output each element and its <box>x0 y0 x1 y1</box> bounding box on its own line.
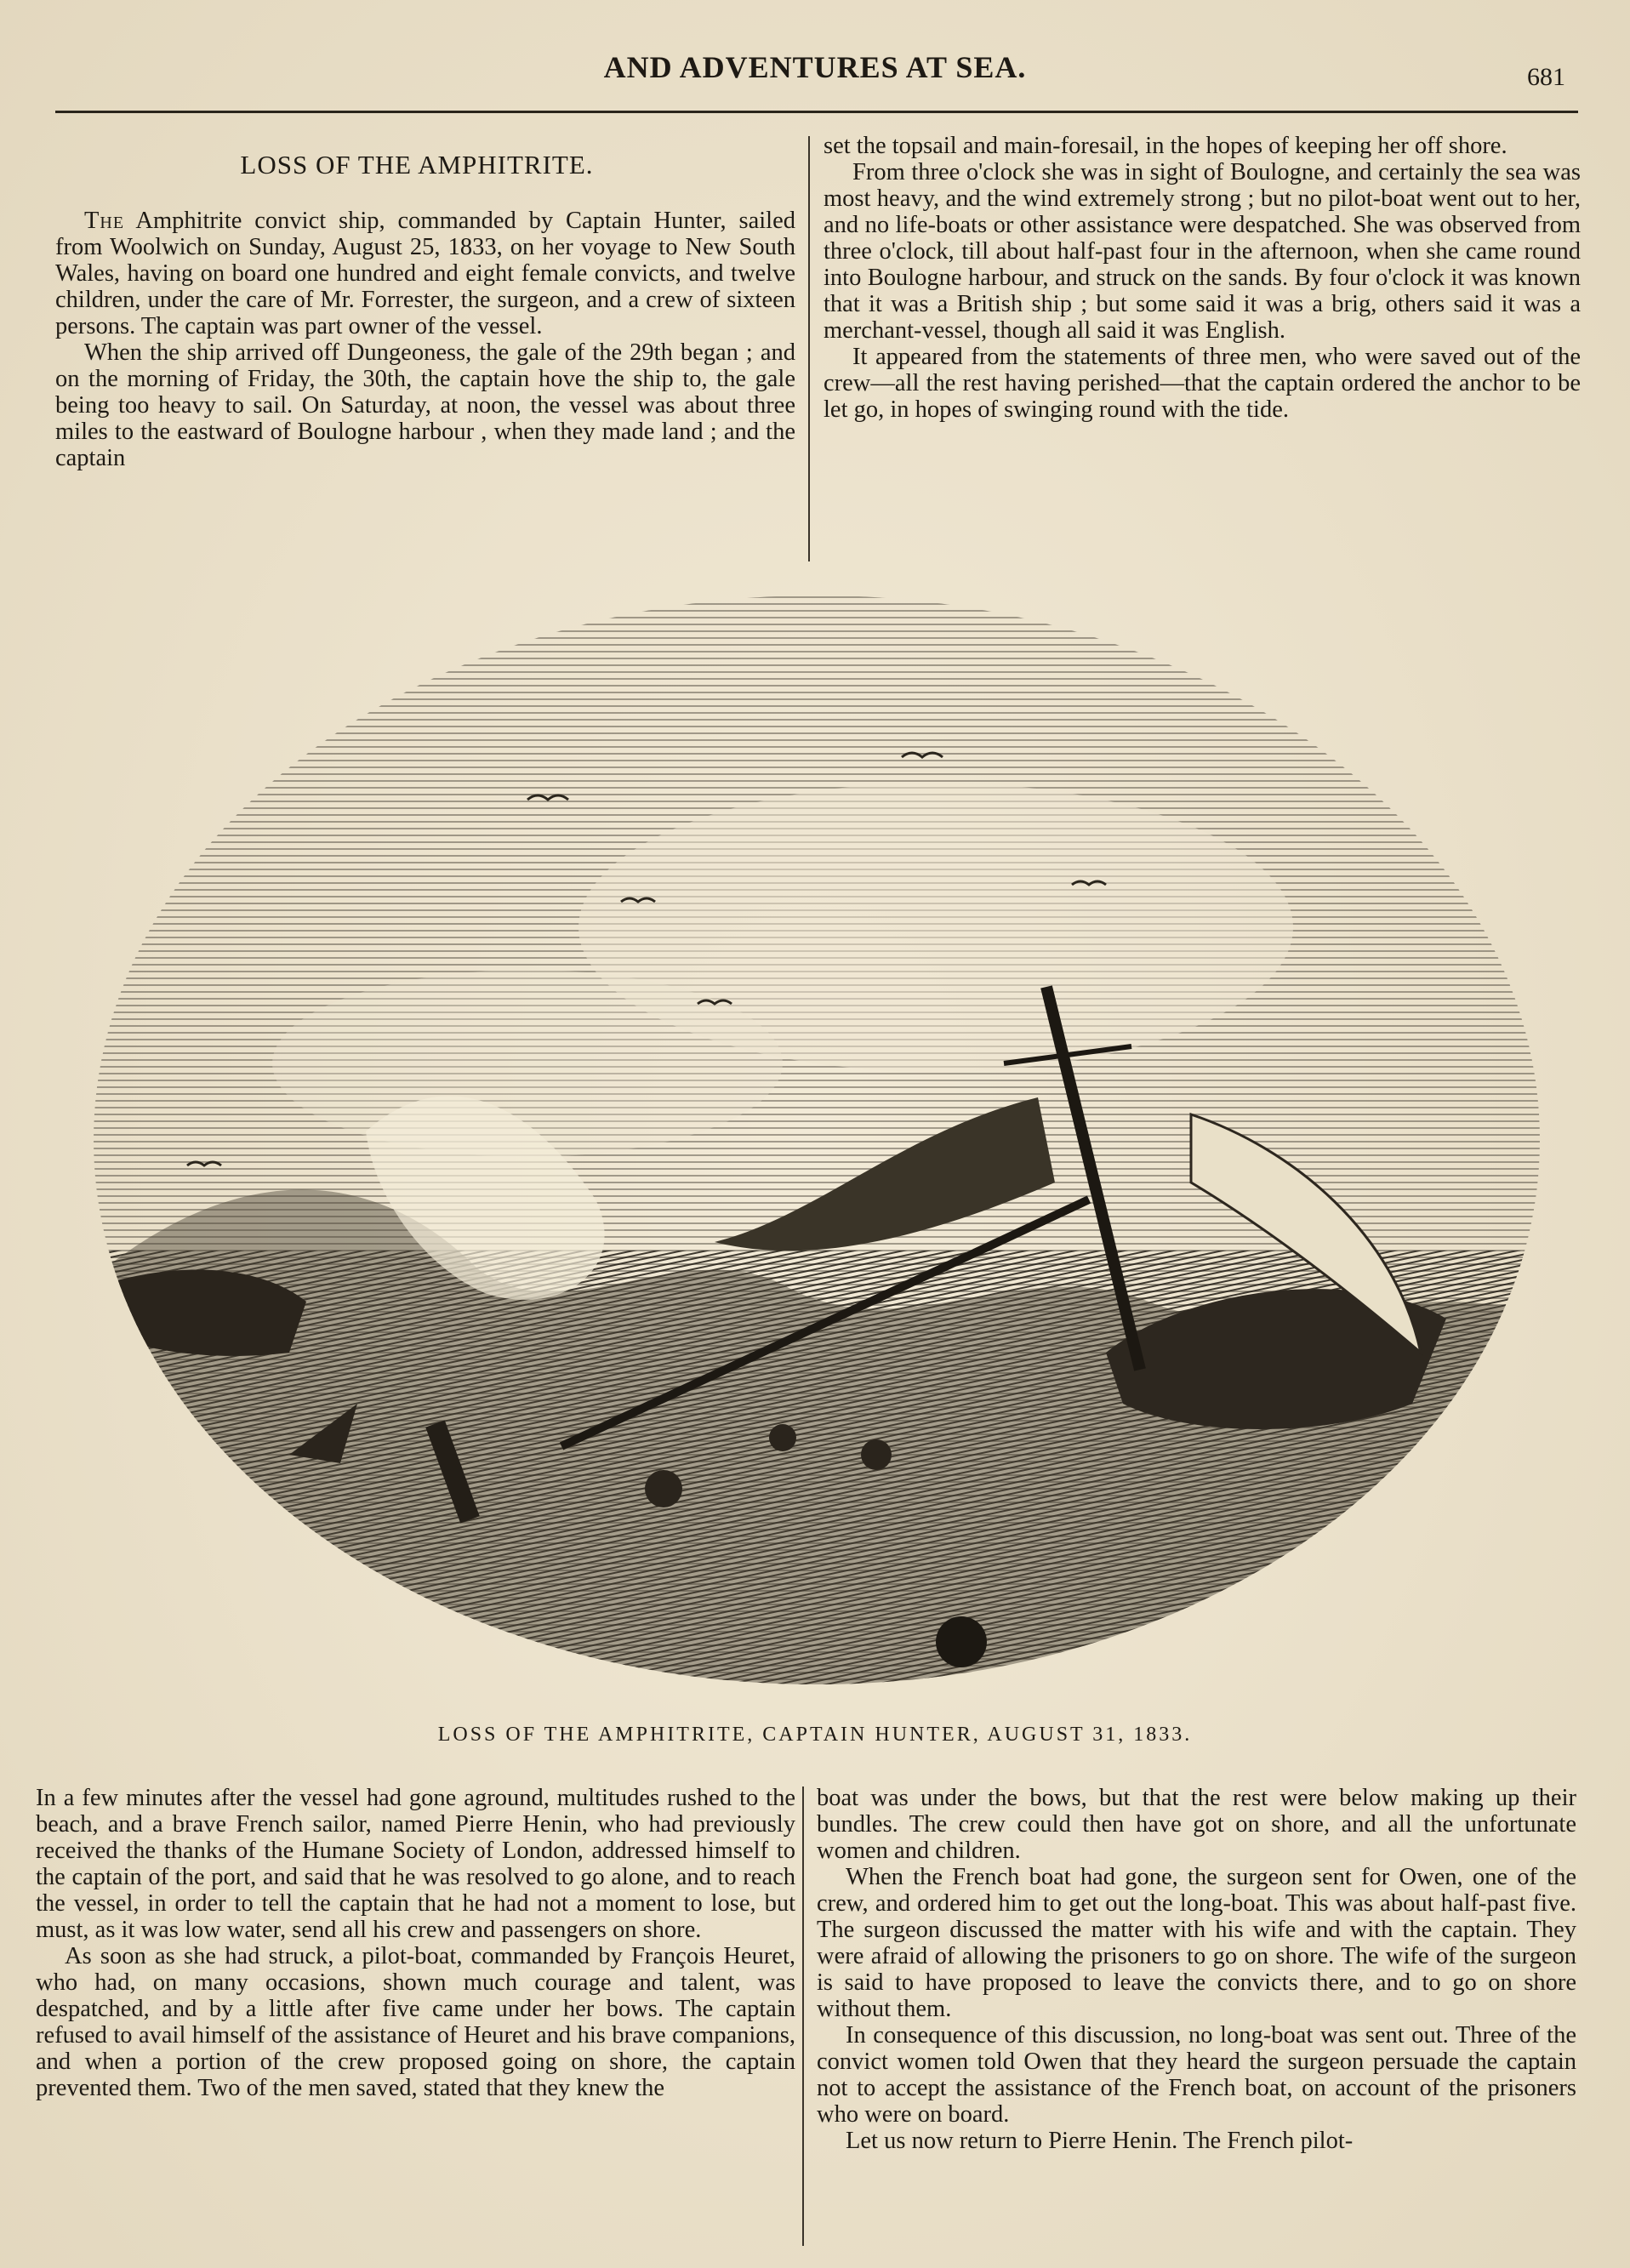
running-head: AND ADVENTURES AT SEA. <box>603 50 1027 84</box>
paragraph: When the French boat had gone, the surgeon sent for Owen, one of the crew, and ordered him to get out the long-boat. This was about half-past five. The surgeon discussed the matter with his wife and with the captain. They were afraid of allowing the prisoners to go on shore. The wife of the surgeon is said to have proposed to leave the convicts there, and to go on shore without them. <box>817 1864 1576 2022</box>
top-right-column <box>824 133 1581 423</box>
paragraph: It appeared from the statements of three men, who were saved out of the crew—all the rest having perished—that the captain ordered the anchor to be let go, in hopes of swinging round with the tide. <box>824 344 1581 423</box>
top-left-column <box>55 208 795 471</box>
column-divider <box>808 136 810 561</box>
paragraph: From three o'clock she was in sight of Boulogne, and certainly the sea was most heavy, and the wind extremely strong ; but no pilot-boat went out to her, and no life-boats or other assistance were despatched. She was observed from three o'clock, till about half-past four in the afternoon, when she came round into Boulogne harbour, and struck on the sands. By four o'clock it was known that it was a British ship ; but some said it was a brig, others said it was a merchant-vessel, though all said it was English. <box>824 159 1581 344</box>
paragraph: In a few minutes after the vessel had gone aground, multitudes rushed to the beach, and a brave French sailor, named Pierre Henin, who had previously received the thanks of the Humane Society of London, addressed himself to the captain of the port, and said that he was resolved to go alone, and to reach the vessel, in order to tell the captain that he had not a moment to lose, but must, as it was low water, send all his crew and passengers on shore. <box>36 1785 795 1943</box>
paragraph <box>55 208 795 339</box>
bottom-left-column <box>36 1785 795 2101</box>
bottom-right-column <box>817 1785 1576 2154</box>
paragraph: Let us now return to Pierre Henin. The French pilot- <box>846 2128 1354 2154</box>
paragraph: set the topsail and main-foresail, in the hopes of keeping her off shore. <box>824 133 1507 159</box>
paragraph: When the ship arrived off Dungeoness, the gale of the 29th began ; and on the morning of Friday, the 30th, the captain hove the ship to, the gale being too heavy to sail. On Saturday, at noon, the vessel was about three miles to the eastward of Boulogne harbour , when they made land ; and the captain <box>55 339 795 471</box>
lead-word: The <box>84 208 125 234</box>
column-divider <box>802 1786 804 2246</box>
paragraph: In consequence of this discussion, no long-boat was sent out. Three of the convict women told Owen that they heard the surgeon persuade the captain not to accept the assistance of the French boat, on account of the prisoners who were on board. <box>817 2022 1576 2128</box>
page-number: 681 <box>1527 63 1565 91</box>
illustration-caption: LOSS OF THE AMPHITRITE, CAPTAIN HUNTER, AUGUST 31, 1833. <box>437 1724 1193 1746</box>
paragraph-text: Amphitrite convict ship, commanded by Captain Hunter, sailed from Woolwich on Sunday, August 25, 1833, on her voyage to New South Wales, having on board one hundred and eight female convicts, and twelve children, under the care of Mr. Forrester, the surgeon, and a crew of sixteen persons. The captain was part owner of the vessel. <box>55 208 795 339</box>
paragraph: As soon as she had struck, a pilot-boat, commanded by François Heuret, who had, on many occasions, shown much courage and talent, was despatched, and by a little after five came under her bows. The captain refused to avail himself of the assistance of Heuret and his brave companions, and when a portion of the crew proposed going on shore, the captain prevented them. Two of the men saved, stated that they knew the <box>36 1943 795 2101</box>
shipwreck-engraving <box>85 587 1548 1710</box>
paragraph: boat was under the bows, but that the rest were below making up their bundles. The crew could then have got on shore, and all the unfortunate women and children. <box>817 1785 1576 1864</box>
article-title: LOSS OF THE AMPHITRITE. <box>240 150 594 180</box>
header-rule <box>55 111 1578 113</box>
